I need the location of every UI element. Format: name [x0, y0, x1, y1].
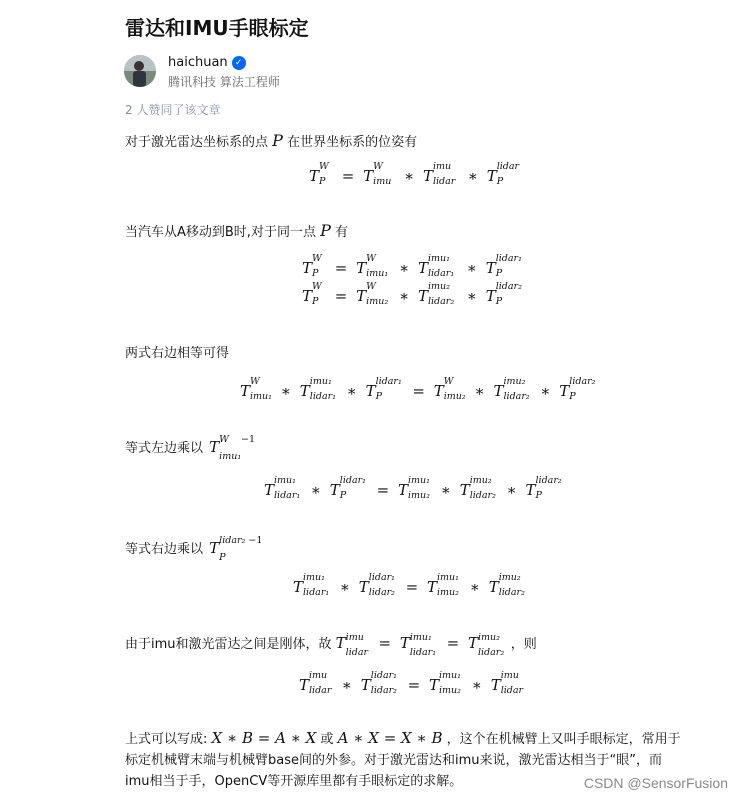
paragraph-6: 由于imu和激光雷达之间是刚体，故 T imu lidar = T imu₁ lidar₁ = T imu₂ lidar₂ ，则 [125, 632, 537, 658]
inline-math-handeye-2: A ∗ X = X ∗ B [337, 729, 443, 747]
paragraph-1: 对于激光雷达坐标系的点 P 在世界坐标系的位姿有 [125, 131, 418, 150]
paragraph-7-line-3: imu相当于手，OpenCV等开源库里都有手眼标定的求解。 [125, 774, 463, 789]
likes-count[interactable]: 2 人赞同了该文章 [125, 103, 221, 117]
avatar-photo-icon [124, 55, 156, 87]
paragraph-2: 当汽车从A移动到B时,对于同一点 P 有 [125, 221, 349, 240]
paragraph-5: 等式右边乘以 T lidar₂ −1 P [125, 535, 263, 563]
inline-math-inverse-2: T lidar₂ −1 P [209, 535, 263, 563]
equation-4: T imu₁ lidar₁ ∗ T lidar₁ P = T imu₁ imu₂ ∗ T imu₂ lidar₂ ∗ T lidar₂ P [264, 475, 562, 501]
author-description: 腾讯科技 算法工程师 [168, 75, 280, 89]
article-title: 雷达和IMU手眼标定 [125, 16, 309, 40]
equation-3: T W imu₁ ∗ T imu₁ lidar₁ ∗ T lidar₁ P = T W imu₂ ∗ T imu₂ lidar₂ ∗ T lidar₂ P [240, 376, 596, 402]
equation-5: T imu₁ lidar₁ ∗ T lidar₁ lidar₂ = T imu₁ imu₂ ∗ T imu₂ lidar₂ [293, 572, 525, 598]
verified-badge-icon: ✓ [232, 56, 246, 70]
inline-math-rigid-body: T imu lidar = T imu₁ lidar₁ = T imu₂ lidar₂ [335, 632, 505, 658]
paragraph-4: 等式左边乘以 T W −1 imu₁ [125, 434, 256, 462]
watermark: CSDN @SensorFusion [583, 775, 728, 791]
author-avatar[interactable] [124, 55, 156, 87]
inline-math-handeye-1: X ∗ B = A ∗ X [211, 729, 317, 747]
paragraph-7-line-1: 上式可以写成: X ∗ B = A ∗ X 或 A ∗ X = X ∗ B ，这个在机械臂上又叫手眼标定，常用于 [125, 729, 681, 747]
inline-math-inverse-1: T W −1 imu₁ [209, 434, 256, 462]
equation-2a: T W P = T W imu₁ ∗ T imu₁ lidar₁ ∗ T lidar₁ P [302, 253, 522, 279]
equation-2b: T W P = T W imu₂ ∗ T imu₂ lidar₂ ∗ T lidar₂ P [302, 281, 522, 307]
paragraph-3: 两式右边相等可得 [125, 346, 230, 361]
equation-1: T W P = T W imu ∗ T imu lidar ∗ T lidar P [309, 161, 520, 187]
equation-6: T imu lidar ∗ T lidar₁ lidar₂ = T imu₁ imu₂ ∗ T imu lidar [299, 670, 524, 696]
paragraph-7-line-2: 标定机械臂末端与机械臂base间的外参。对于激光雷达和imu来说，激光雷达相当于“眼”，而 [125, 753, 662, 768]
author-name[interactable]: haichuan ✓ [168, 55, 246, 70]
